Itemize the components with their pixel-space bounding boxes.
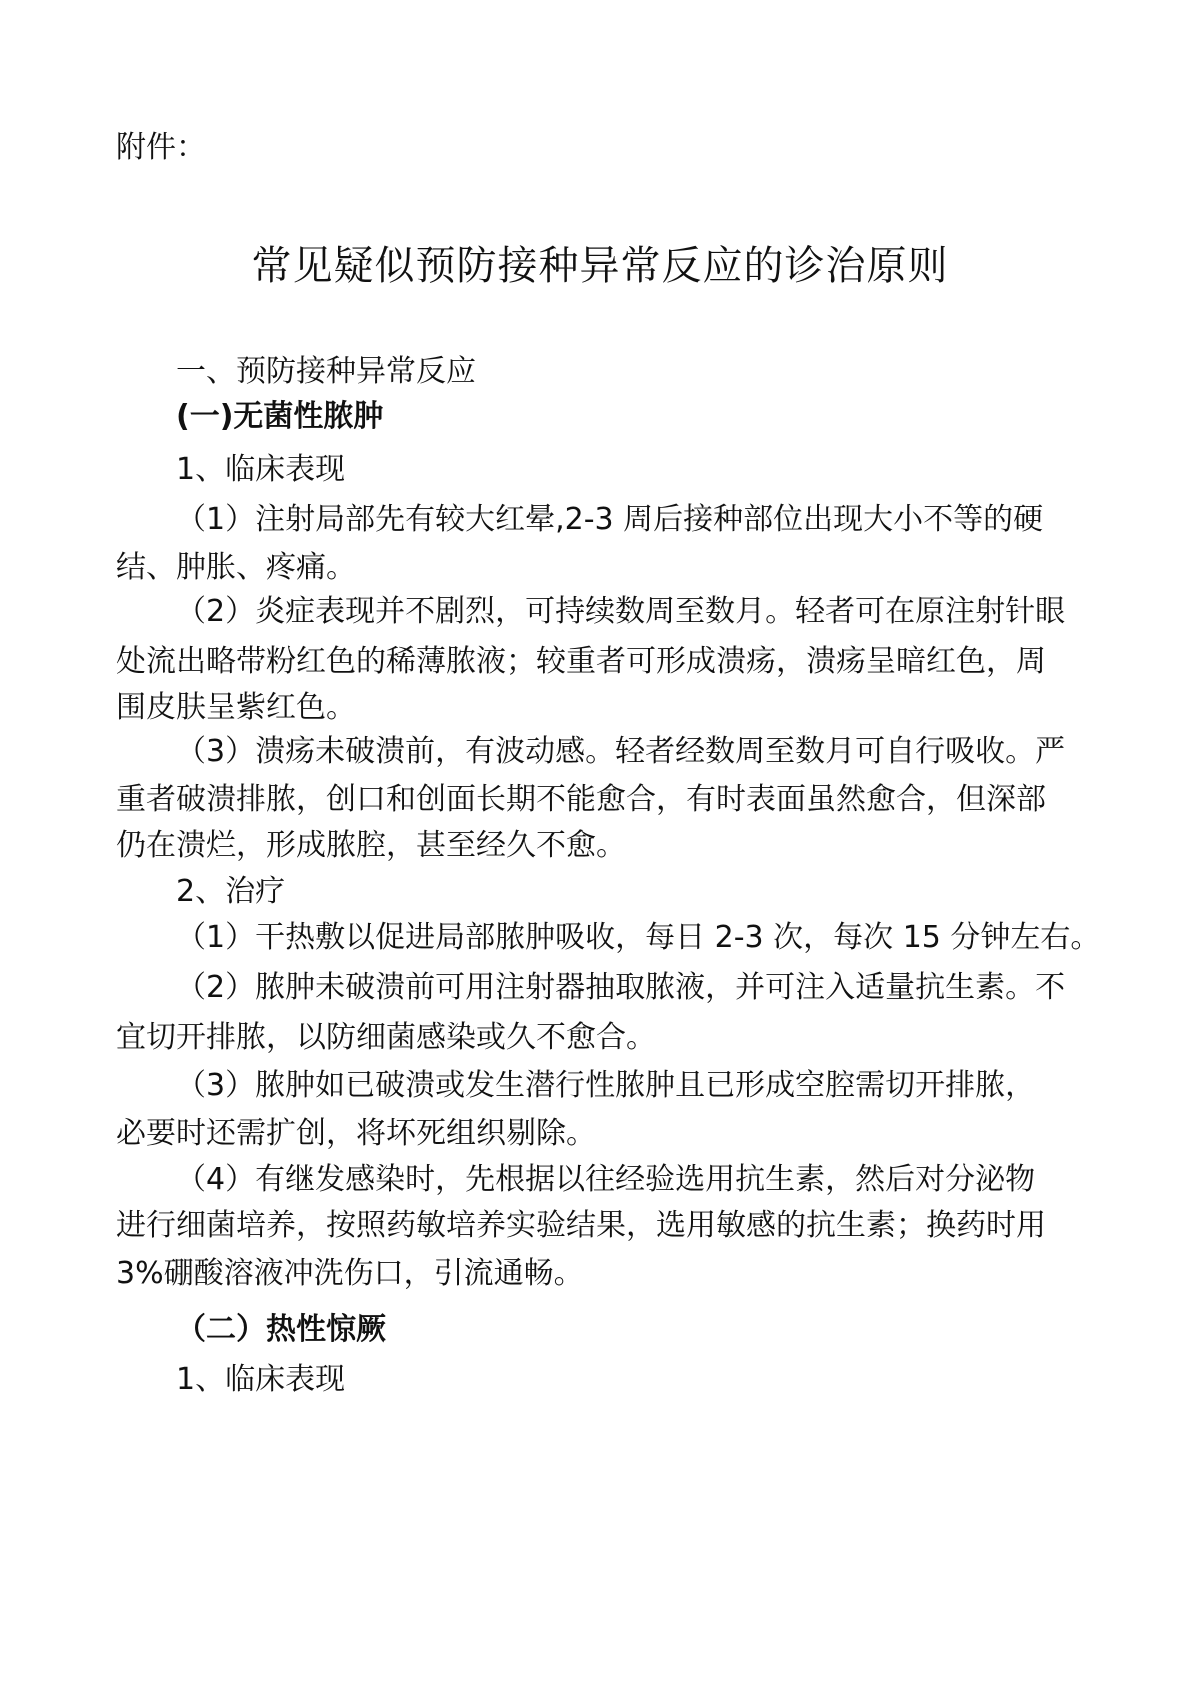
subsection-heading: （二）热性惊厥 [176, 1312, 386, 1347]
clinical-heading: 1、临床表现 [176, 1362, 346, 1397]
paragraph-line: （4）有继发感染时，先根据以往经验选用抗生素，然后对分泌物 [176, 1162, 1036, 1197]
paragraph-line: 宜切开排脓，以防细菌感染或久不愈合。 [116, 1020, 656, 1055]
paragraph-line: （3）脓肿如已破溃或发生潜行性脓肿且已形成空腔需切开排脓， [176, 1068, 1036, 1103]
paragraph-line: （1）干热敷以促进局部脓肿吸收，每日 2-3 次，每次 15 分钟左右。 [176, 920, 1101, 955]
treatment-heading: 2、治疗 [176, 874, 286, 909]
clinical-heading: 1、临床表现 [176, 452, 346, 487]
paragraph-line: 仍在溃烂，形成脓腔，甚至经久不愈。 [116, 828, 626, 863]
paragraph-line: （1）注射局部先有较大红晕,2-3 周后接种部位出现大小不等的硬 [176, 502, 1044, 537]
paragraph-line: 进行细菌培养，按照药敏培养实验结果，选用敏感的抗生素；换药时用 [116, 1208, 1046, 1243]
paragraph-line: 必要时还需扩创，将坏死组织剔除。 [116, 1116, 596, 1151]
section-heading: 一、预防接种异常反应 [176, 354, 476, 389]
paragraph-line: 重者破溃排脓，创口和创面长期不能愈合，有时表面虽然愈合，但深部 [116, 782, 1046, 817]
paragraph-line: 结、肿胀、疼痛。 [116, 550, 356, 585]
paragraph-line: （3）溃疡未破溃前，有波动感。轻者经数周至数月可自行吸收。严 [176, 734, 1066, 769]
subsection-heading: (一)无菌性脓肿 [176, 399, 384, 434]
document-title: 常见疑似预防接种异常反应的诊治原则 [251, 243, 949, 289]
paragraph-line: 3%硼酸溶液冲洗伤口，引流通畅。 [116, 1256, 584, 1291]
paragraph-line: 处流出略带粉红色的稀薄脓液；较重者可形成溃疡，溃疡呈暗红色，周 [116, 644, 1046, 679]
attachment-label: 附件： [116, 130, 206, 165]
paragraph-line: 围皮肤呈紫红色。 [116, 690, 356, 725]
paragraph-line: （2）脓肿未破溃前可用注射器抽取脓液，并可注入适量抗生素。不 [176, 970, 1066, 1005]
paragraph-line: （2）炎症表现并不剧烈，可持续数周至数月。轻者可在原注射针眼 [176, 594, 1066, 629]
